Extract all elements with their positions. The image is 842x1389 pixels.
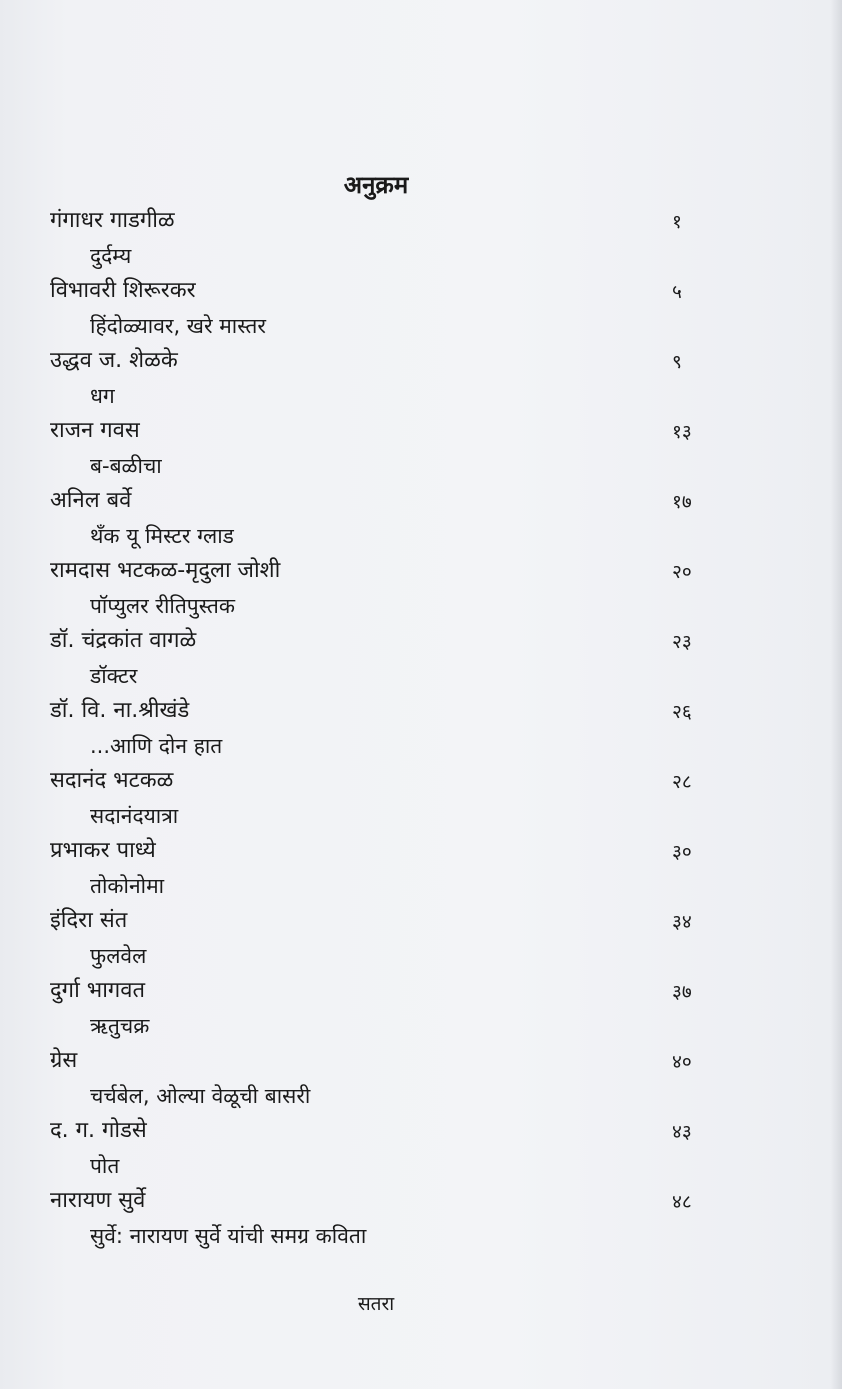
toc-entry: [0, 346, 842, 416]
page-title: अनुक्रम: [343, 171, 409, 199]
toc-page-number: ९: [672, 351, 682, 373]
toc-page-number: ४०: [672, 1051, 692, 1073]
toc-page-number: ३४: [672, 911, 692, 933]
toc-entry: [0, 906, 842, 976]
toc-entry: [0, 416, 842, 486]
toc-work-title: डॉक्टर: [90, 664, 138, 688]
toc-work-title: सदानंदयात्रा: [90, 804, 179, 828]
toc-page-number: १: [672, 211, 682, 233]
toc-work-title: चर्चबेल, ओल्या वेळूची बासरी: [90, 1084, 311, 1108]
toc-work-title: ...आणि दोन हात: [90, 734, 223, 758]
toc-entry: [0, 556, 842, 626]
toc-entry: [0, 1046, 842, 1116]
toc-work-title: फुलवेल: [90, 944, 147, 968]
toc-author: नारायण सुर्वे: [50, 1188, 146, 1213]
toc-entry: [0, 486, 842, 556]
toc-work-title: दुर्दम्य: [90, 244, 132, 268]
toc-author: सदानंद भटकळ: [50, 768, 174, 793]
toc-author: डॉ. चंद्रकांत वागळे: [50, 628, 197, 653]
toc-author: अनिल बर्वे: [50, 488, 132, 513]
toc-author: उद्धव ज. शेळके: [50, 348, 178, 373]
toc-author: प्रभाकर पाध्ये: [50, 838, 156, 863]
toc-author: ग्रेस: [50, 1048, 78, 1073]
toc-page-number: २८: [672, 771, 692, 793]
toc-entry: [0, 626, 842, 696]
toc-work-title: पॉप्युलर रीतिपुस्तक: [90, 594, 236, 618]
toc-entry: [0, 276, 842, 346]
toc-work-title: पोत: [90, 1154, 120, 1178]
toc-entry: [0, 1116, 842, 1186]
toc-author: दुर्गा भागवत: [50, 978, 146, 1003]
toc-author: राजन गवस: [50, 418, 140, 443]
toc-author: रामदास भटकळ-मृदुला जोशी: [50, 558, 281, 583]
toc-author: विभावरी शिरूरकर: [50, 278, 196, 303]
toc-entry: [0, 766, 842, 836]
toc-work-title: ऋतुचक्र: [90, 1014, 150, 1038]
toc-work-title: धग: [90, 384, 115, 408]
toc-entry: [0, 1186, 842, 1256]
toc-page-number: २३: [672, 631, 692, 653]
toc-entry: [0, 206, 842, 276]
toc-work-title: तोकोनोमा: [90, 874, 165, 898]
toc-page-number: १३: [672, 421, 692, 443]
toc-page-number: ३७: [672, 981, 692, 1003]
toc-work-title: हिंदोळ्यावर, खरे मास्तर: [90, 314, 266, 338]
table-of-contents: [0, 206, 842, 1256]
toc-page-number: २६: [672, 701, 692, 723]
toc-entry: [0, 976, 842, 1046]
toc-page-number: १७: [672, 491, 692, 513]
toc-work-title: ब-बळीचा: [90, 454, 162, 478]
toc-page-number: ३०: [672, 841, 692, 863]
page-number-footer: सतरा: [357, 1293, 395, 1315]
toc-page-number: ४३: [672, 1121, 692, 1143]
toc-author: द. ग. गोडसे: [50, 1118, 147, 1143]
toc-author: डॉ. वि. ना.श्रीखंडे: [50, 698, 190, 723]
toc-work-title: सुर्वे: नारायण सुर्वे यांची समग्र कविता: [90, 1224, 367, 1248]
toc-page-number: ४८: [672, 1191, 692, 1213]
toc-entry: [0, 696, 842, 766]
toc-work-title: थँक यू मिस्टर ग्लाड: [90, 524, 234, 548]
toc-entry: [0, 836, 842, 906]
toc-page-number: ५: [672, 281, 682, 303]
toc-author: इंदिरा संत: [50, 908, 128, 933]
toc-author: गंगाधर गाडगीळ: [50, 208, 175, 233]
toc-page-number: २०: [672, 561, 692, 583]
